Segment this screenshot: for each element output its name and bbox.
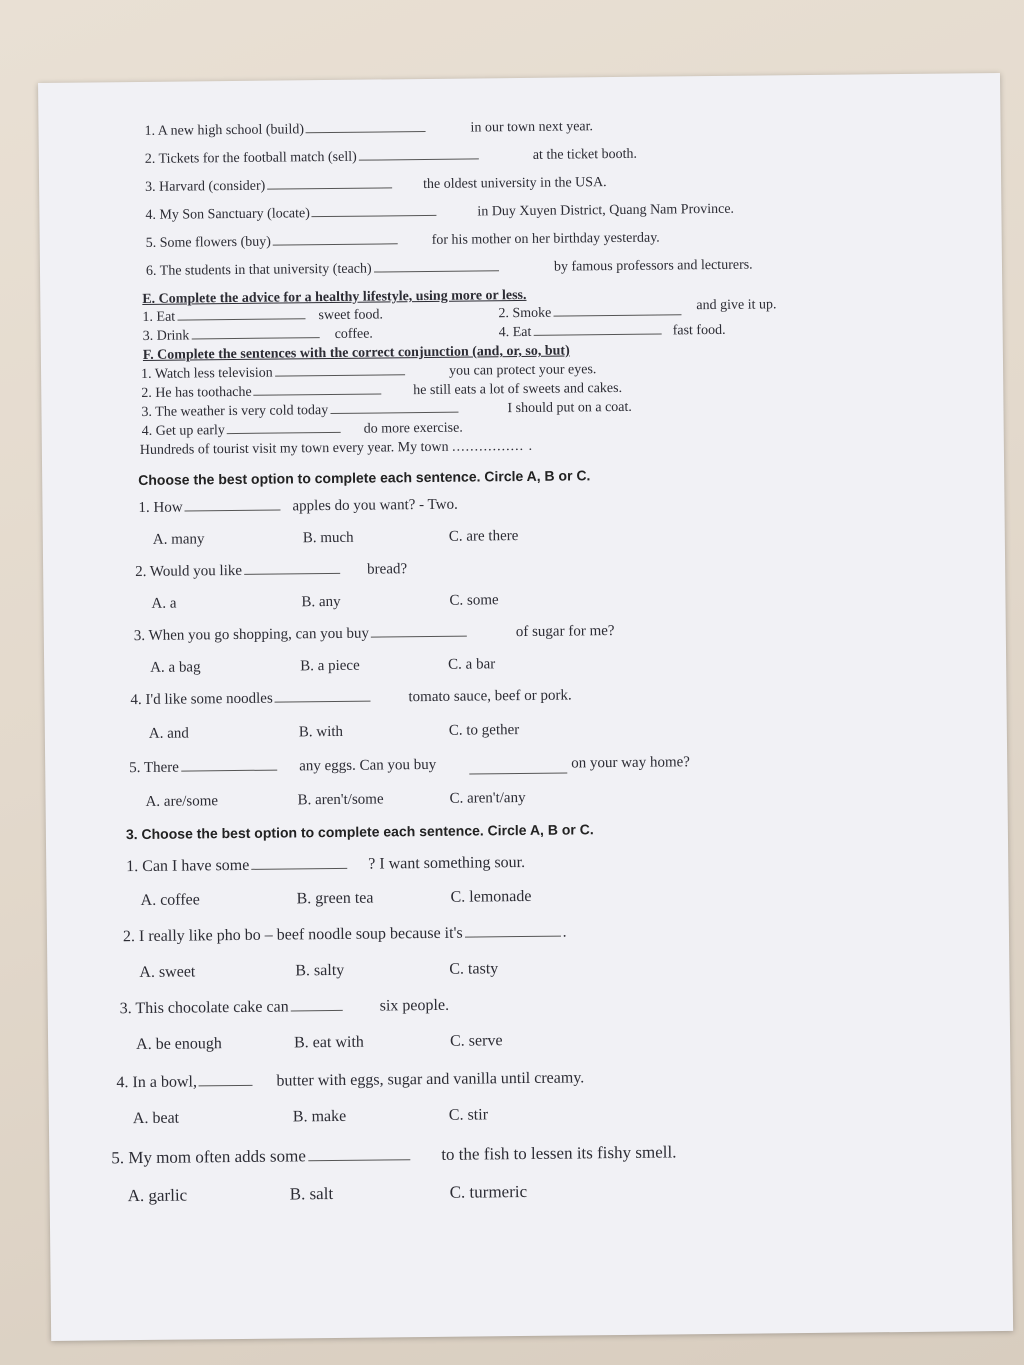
section-f-item-1: 1. Watch less television you can protect your eyes.	[141, 362, 597, 382]
mc1-question-4: 4. I'd like some noodles tomato sauce, beef or pork.	[130, 687, 572, 709]
mc2-q2-option-b[interactable]: B. salty	[295, 961, 345, 980]
mc1-question-1: 1. How apples do you want? - Two.	[138, 496, 458, 517]
mc1-heading: Choose the best option to complete each sentence. Circle A, B or C.	[138, 467, 591, 489]
mc1-q5-option-a[interactable]: A. are/some	[145, 793, 219, 810]
mc2-q2-option-c[interactable]: C. tasty	[449, 960, 499, 978]
mc2-question-2: 2. I really like pho bo – beef noodle soup because it's .	[122, 923, 567, 946]
mc2-question-3: 3. This chocolate cake can six people.	[119, 996, 450, 1018]
mc2-heading: 3. Choose the best option to complete each sentence. Circle A, B or C.	[125, 821, 594, 843]
mc1-q4-option-c[interactable]: C. to gether	[448, 722, 520, 739]
mc1-q3-option-b[interactable]: B. a piece	[300, 657, 360, 675]
section-f-extra-sentence: Hundreds of tourist visit my town every year. My town ................ .	[139, 438, 534, 458]
section-e-item-2: 2. Smoke and give it up.	[498, 297, 777, 322]
mc2-question-1: 1. Can I have some ? I want something sour.	[126, 853, 526, 876]
mc1-q1-option-b[interactable]: B. much	[302, 529, 354, 547]
passive-item-4: 4. My Son Sanctuary (locate) in Duy Xuyen District, Quang Nam Province.	[145, 201, 735, 223]
passive-item-1: 1. A new high school (build) in our town next year.	[144, 119, 594, 139]
section-e-item-3: 3. Drink coffee.	[142, 326, 373, 344]
mc2-q4-option-b[interactable]: B. make	[292, 1107, 347, 1126]
section-e-heading: E. Complete the advice for a healthy lifestyle, using more or less.	[142, 287, 527, 307]
mc1-q1-option-c[interactable]: C. are there	[448, 528, 519, 545]
mc2-q4-option-a[interactable]: A. beat	[132, 1109, 180, 1128]
passive-item-5: 5. Some flowers (buy) for his mother on her birthday yesterday.	[145, 230, 660, 251]
worksheet-page	[38, 73, 1013, 1341]
mc1-question-2: 2. Would you like bread?	[135, 561, 408, 581]
mc1-q2-option-a[interactable]: A. a	[151, 595, 177, 612]
mc1-q2-option-c[interactable]: C. some	[449, 592, 499, 609]
passive-item-2: 2. Tickets for the football match (sell) at the ticket booth.	[144, 146, 638, 167]
mc1-question-5: 5. There any eggs. Can you buy on your way home?	[129, 754, 690, 777]
mc2-question-4: 4. In a bowl, butter with eggs, sugar and vanilla until creamy.	[116, 1069, 585, 1092]
passive-item-3: 3. Harvard (consider) the oldest university in the USA.	[145, 175, 607, 195]
mc1-q3-option-c[interactable]: C. a bar	[448, 656, 496, 673]
section-f-item-3: 3. The weather is very cold today I should put on a coat.	[141, 399, 632, 420]
mc2-q3-option-c[interactable]: C. serve	[449, 1032, 503, 1050]
mc1-q4-option-b[interactable]: B. with	[298, 723, 344, 741]
section-e-item-4: 4. Eat fast food.	[498, 322, 726, 341]
mc1-q5-option-c[interactable]: C. aren't/any	[449, 789, 526, 807]
mc1-q4-option-a[interactable]: A. and	[148, 725, 189, 742]
mc2-q4-option-c[interactable]: C. stir	[448, 1106, 489, 1124]
mc2-q1-option-b[interactable]: B. green tea	[296, 889, 374, 908]
section-f-item-4: 4. Get up early do more exercise.	[141, 420, 463, 439]
section-f-item-2: 2. He has toothache he still eats a lot of sweets and cakes.	[141, 380, 623, 401]
mc1-q1-option-a[interactable]: A. many	[152, 531, 205, 548]
mc1-q3-option-a[interactable]: A. a bag	[150, 659, 201, 676]
mc2-q5-option-a[interactable]: A. garlic	[127, 1185, 188, 1206]
mc2-q2-option-a[interactable]: A. sweet	[139, 963, 196, 982]
mc2-question-5: 5. My mom often adds some to the fish to lessen its fishy smell.	[111, 1142, 677, 1168]
mc2-q5-option-b[interactable]: B. salt	[289, 1184, 334, 1204]
section-f-heading: F. Complete the sentences with the correct conjunction (and, or, so, but)	[142, 343, 570, 363]
mc1-q2-option-b[interactable]: B. any	[301, 593, 341, 611]
mc2-q1-option-c[interactable]: C. lemonade	[450, 887, 532, 906]
passive-item-6: 6. The students in that university (teach) by famous professors and lecturers.	[145, 257, 753, 279]
mc1-q5-option-b[interactable]: B. aren't/some	[297, 791, 384, 809]
mc1-question-3: 3. When you go shopping, can you buy of sugar for me?	[133, 623, 615, 645]
mc2-q5-option-c[interactable]: C. turmeric	[449, 1181, 528, 1202]
section-e-item-1: 1. Eat sweet food.	[142, 307, 384, 325]
mc2-q3-option-a[interactable]: A. be enough	[136, 1035, 222, 1054]
mc2-q3-option-b[interactable]: B. eat with	[294, 1033, 364, 1052]
mc2-q1-option-a[interactable]: A. coffee	[140, 891, 200, 910]
